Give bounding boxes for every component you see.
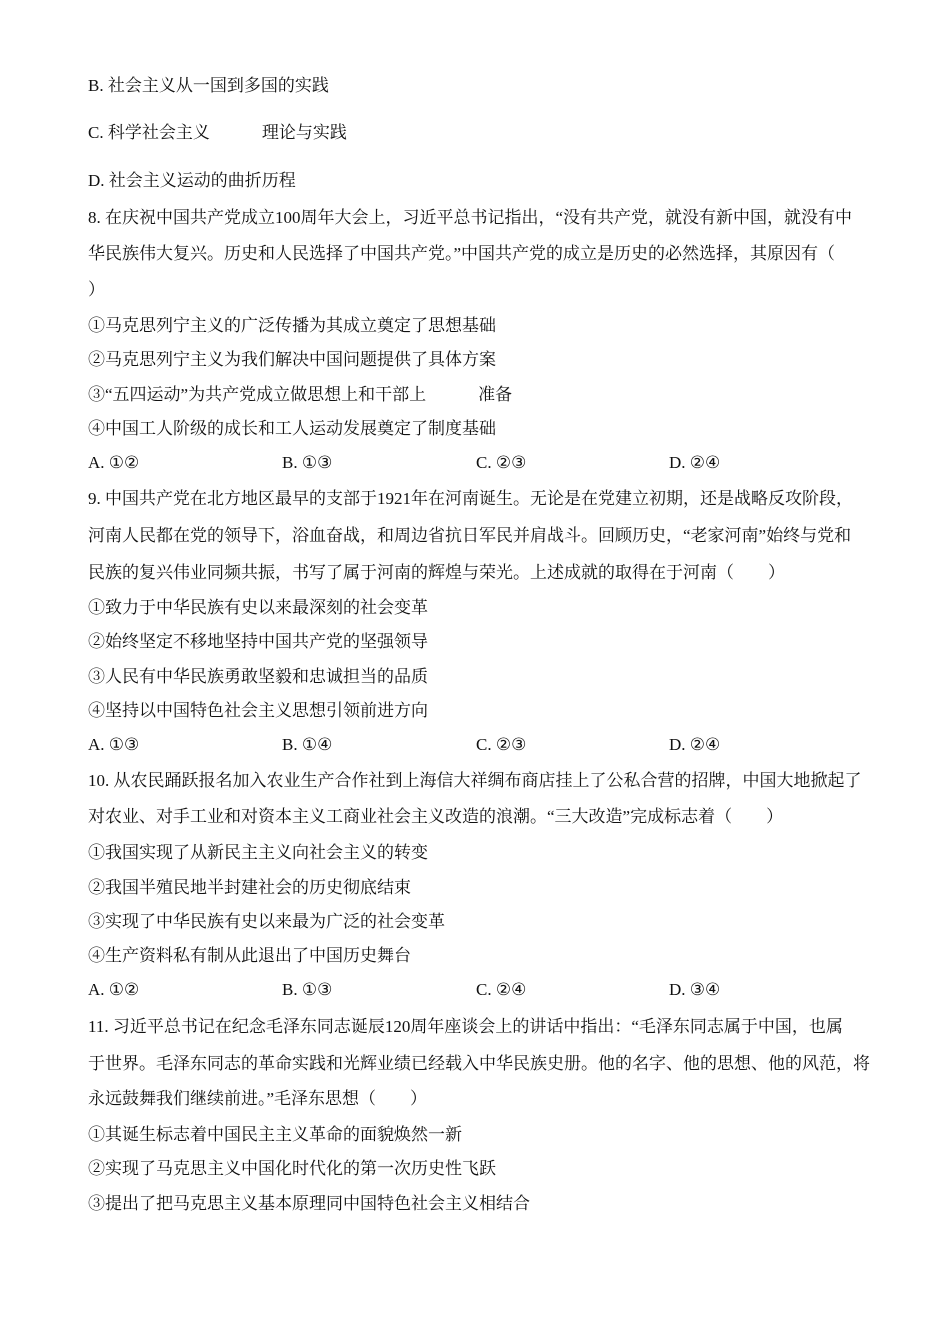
q8-choice-c: C. ②③	[476, 453, 527, 472]
q8-item-3: ③“五四运动”为共产党成立做思想上和干部上	[88, 385, 427, 404]
q8-choice-d: D. ②④	[669, 453, 721, 472]
q7-option-d: D. 社会主义运动的曲折历程	[88, 171, 296, 190]
q7-option-b: B. 社会主义从一国到多国的实践	[88, 76, 329, 95]
q10-choice-c: C. ②④	[476, 980, 527, 999]
q8-choice-b: B. ①③	[282, 453, 333, 472]
q9-item: ②始终坚定不移地坚持中国共产党的坚强领导	[88, 632, 428, 651]
q10-choice-d: D. ③④	[669, 980, 721, 999]
q8-stem-line: ）	[88, 280, 105, 299]
q8-item	[88, 384, 512, 406]
q10-choice-b: B. ①③	[282, 980, 333, 999]
q8-item: ②马克思列宁主义为我们解决中国问题提供了具体方案	[88, 350, 496, 369]
q7-option-c-part1: C. 科学社会主义	[88, 123, 210, 142]
q10-item: ①我国实现了从新民主主义向社会主义的转变	[88, 843, 428, 862]
q7-option-c-part2: 理论与实践	[261, 123, 347, 142]
q11-item: ②实现了马克思主义中国化时代化的第一次历史性飞跃	[88, 1159, 496, 1178]
q10-stem-line: 10. 从农民踊跃报名加入农业生产合作社到上海信大祥绸布商店挂上了公私合营的招牌，中国大地掀起了	[88, 771, 862, 790]
q8-item-3-tail: 准备	[478, 385, 513, 404]
q10-item: ②我国半殖民地半封建社会的历史彻底结束	[88, 878, 411, 897]
q11-stem-line: 11. 习近平总书记在纪念毛泽东同志诞辰120周年座谈会上的讲话中指出：“毛泽东同志属于中国，也属	[88, 1017, 843, 1036]
q11-item: ①其诞生标志着中国民主主义革命的面貌焕然一新	[88, 1125, 462, 1144]
q9-choice-a: A. ①③	[88, 735, 140, 754]
q9-stem-line: 9. 中国共产党在北方地区最早的支部于1921年在河南诞生。无论是在党建立初期，还是战略反攻阶段，	[88, 489, 853, 508]
q10-stem-line: 对农业、对手工业和对资本主义工商业社会主义改造的浪潮。“三大改造”完成标志着（ ）	[88, 807, 784, 826]
q9-item: ④坚持以中国特色社会主义思想引领前进方向	[88, 701, 428, 720]
q10-choice-a: A. ①②	[88, 980, 140, 999]
q8-stem-line: 8. 在庆祝中国共产党成立100周年大会上，习近平总书记指出，“没有共产党，就没有新中国，就没有中	[88, 208, 853, 227]
q8-choice-a: A. ①②	[88, 453, 140, 472]
q8-item: ①马克思列宁主义的广泛传播为其成立奠定了思想基础	[88, 316, 496, 335]
q9-choice-c: C. ②③	[476, 735, 527, 754]
q11-item: ③提出了把马克思主义基本原理同中国特色社会主义相结合	[88, 1194, 530, 1213]
q11-stem-line: 永远鼓舞我们继续前进。”毛泽东思想（ ）	[88, 1089, 428, 1108]
q9-item: ①致力于中华民族有史以来最深刻的社会变革	[88, 598, 428, 617]
q7-option-c	[88, 122, 347, 144]
q8-stem-line: 华民族伟大复兴。历史和人民选择了中国共产党。”中国共产党的成立是历史的必然选择，其原因有（	[88, 244, 836, 263]
q9-choice-b: B. ①④	[282, 735, 333, 754]
q10-item: ③实现了中华民族有史以来最为广泛的社会变革	[88, 912, 445, 931]
q10-item: ④生产资料私有制从此退出了中国历史舞台	[88, 946, 411, 965]
q9-item: ③人民有中华民族勇敢坚毅和忠诚担当的品质	[88, 667, 428, 686]
q8-item: ④中国工人阶级的成长和工人运动发展奠定了制度基础	[88, 419, 496, 438]
q9-stem-line: 民族的复兴伟业同频共振，书写了属于河南的辉煌与荣光。上述成就的取得在于河南（ ）	[88, 563, 785, 582]
q11-stem-line: 于世界。毛泽东同志的革命实践和光辉业绩已经载入中华民族史册。他的名字、他的思想、他的风范，将	[88, 1054, 870, 1073]
q9-stem-line: 河南人民都在党的领导下，浴血奋战，和周边省抗日军民并肩战斗。回顾历史，“老家河南”始终与党和	[88, 526, 852, 545]
q9-choice-d: D. ②④	[669, 735, 721, 754]
